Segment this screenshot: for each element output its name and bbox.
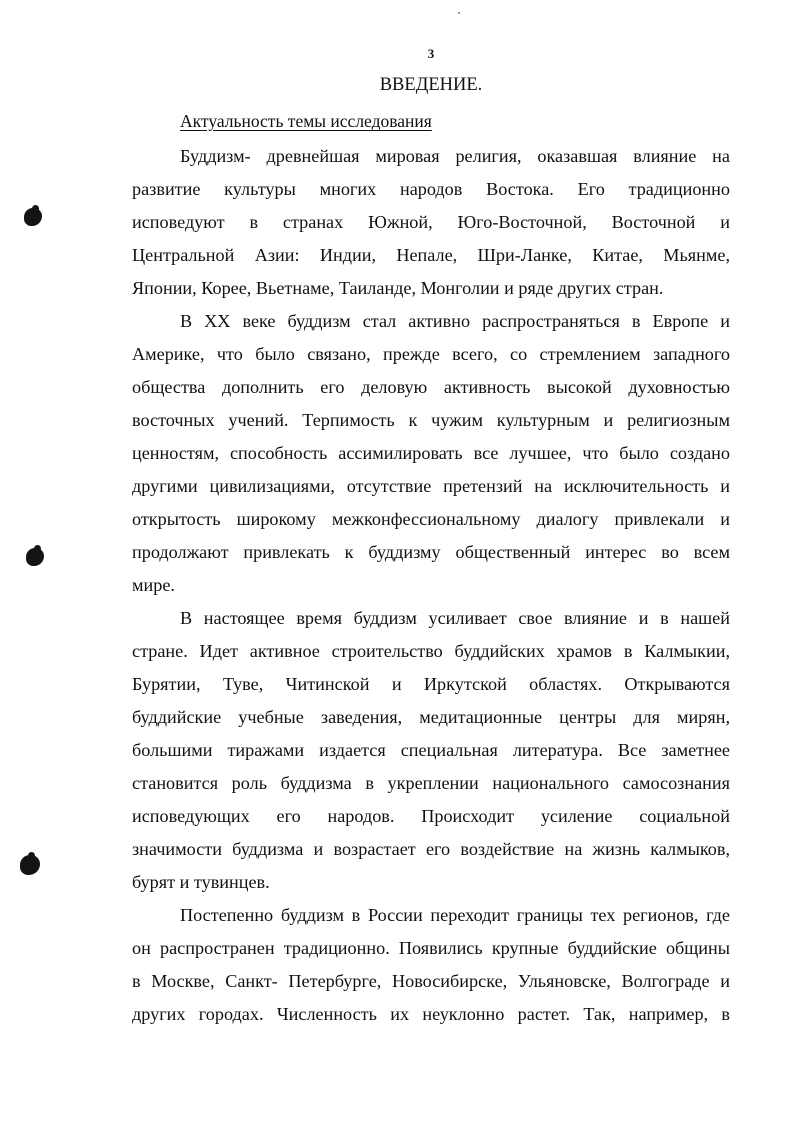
text-line: бурят и тувинцев. [132, 872, 270, 892]
text-line: другими цивилизациями, отсутствие претензий на исключительность и [132, 476, 730, 496]
page-title: ВВЕДЕНИЕ. [379, 75, 483, 95]
ink-blot-top [24, 208, 42, 226]
text-line: Америке, что было связано, прежде всего, со стремлением западного [132, 344, 730, 364]
text-line: Буддизм- древнейшая мировая религия, оказавшая влияние на [180, 146, 730, 166]
paragraph-1 [132, 140, 730, 305]
text-line: В XX веке буддизм стал активно распространяться в Европе и [180, 311, 730, 331]
text-line: мире. [132, 575, 175, 595]
text-line: ценностям, способность ассимилировать все лучшее, что было создано [132, 443, 730, 463]
text-line: Японии, Корее, Вьетнаме, Таиланде, Монголии и ряде других стран. [132, 278, 664, 298]
text-line: восточных учений. Терпимость к чужим культурным и религиозным [132, 410, 730, 430]
text-line: В настоящее время буддизм усиливает свое влияние и в нашей [180, 608, 730, 628]
ink-blot-bottom [20, 855, 40, 875]
text-line: открытость широкому межконфессиональному диалогу привлекали и [132, 509, 730, 529]
text-line: исповедуют в странах Южной, Юго-Восточной, Восточной и [132, 212, 730, 232]
text-line: значимости буддизма и возрастает его воздействие на жизнь калмыков, [132, 839, 730, 859]
ink-blot-middle [26, 548, 44, 566]
paragraph-3 [132, 602, 730, 899]
text-line: Бурятии, Туве, Читинской и Иркутской областях. Открываются [132, 674, 730, 694]
text-line: в Москве, Санкт- Петербурге, Новосибирске, Ульяновске, Волгограде и [132, 971, 730, 991]
body-text [132, 140, 730, 1031]
text-line: становится роль буддизма в укреплении национального самосознания [132, 773, 730, 793]
text-line: развитие культуры многих народов Востока. Его традиционно [132, 179, 730, 199]
text-line: общества дополнить его деловую активность высокой духовностью [132, 377, 730, 397]
paragraph-2 [132, 305, 730, 602]
text-line: стране. Идет активное строительство буддийских храмов в Калмыкии, [132, 641, 730, 661]
page-number: 3 [427, 46, 435, 61]
text-line: других городах. Численность их неуклонно растет. Так, например, в [132, 1004, 730, 1024]
section-subheading: Актуальность темы исследования [180, 111, 432, 131]
text-line: буддийские учебные заведения, медитационные центры для мирян, [132, 707, 730, 727]
text-line: большими тиражами издается специальная литература. Все заметнее [132, 740, 730, 760]
text-line: Центральной Азии: Индии, Непале, Шри-Ланке, Китае, Мьянме, [132, 245, 730, 265]
paragraph-4 [132, 899, 730, 1031]
scan-speck [458, 12, 460, 14]
text-line: он распространен традиционно. Появились крупные буддийские общины [132, 938, 730, 958]
text-line: продолжают привлекать к буддизму общественный интерес во всем [132, 542, 730, 562]
text-line: исповедующих его народов. Происходит усиление социальной [132, 806, 730, 826]
text-line: Постепенно буддизм в России переходит границы тех регионов, где [180, 905, 730, 925]
